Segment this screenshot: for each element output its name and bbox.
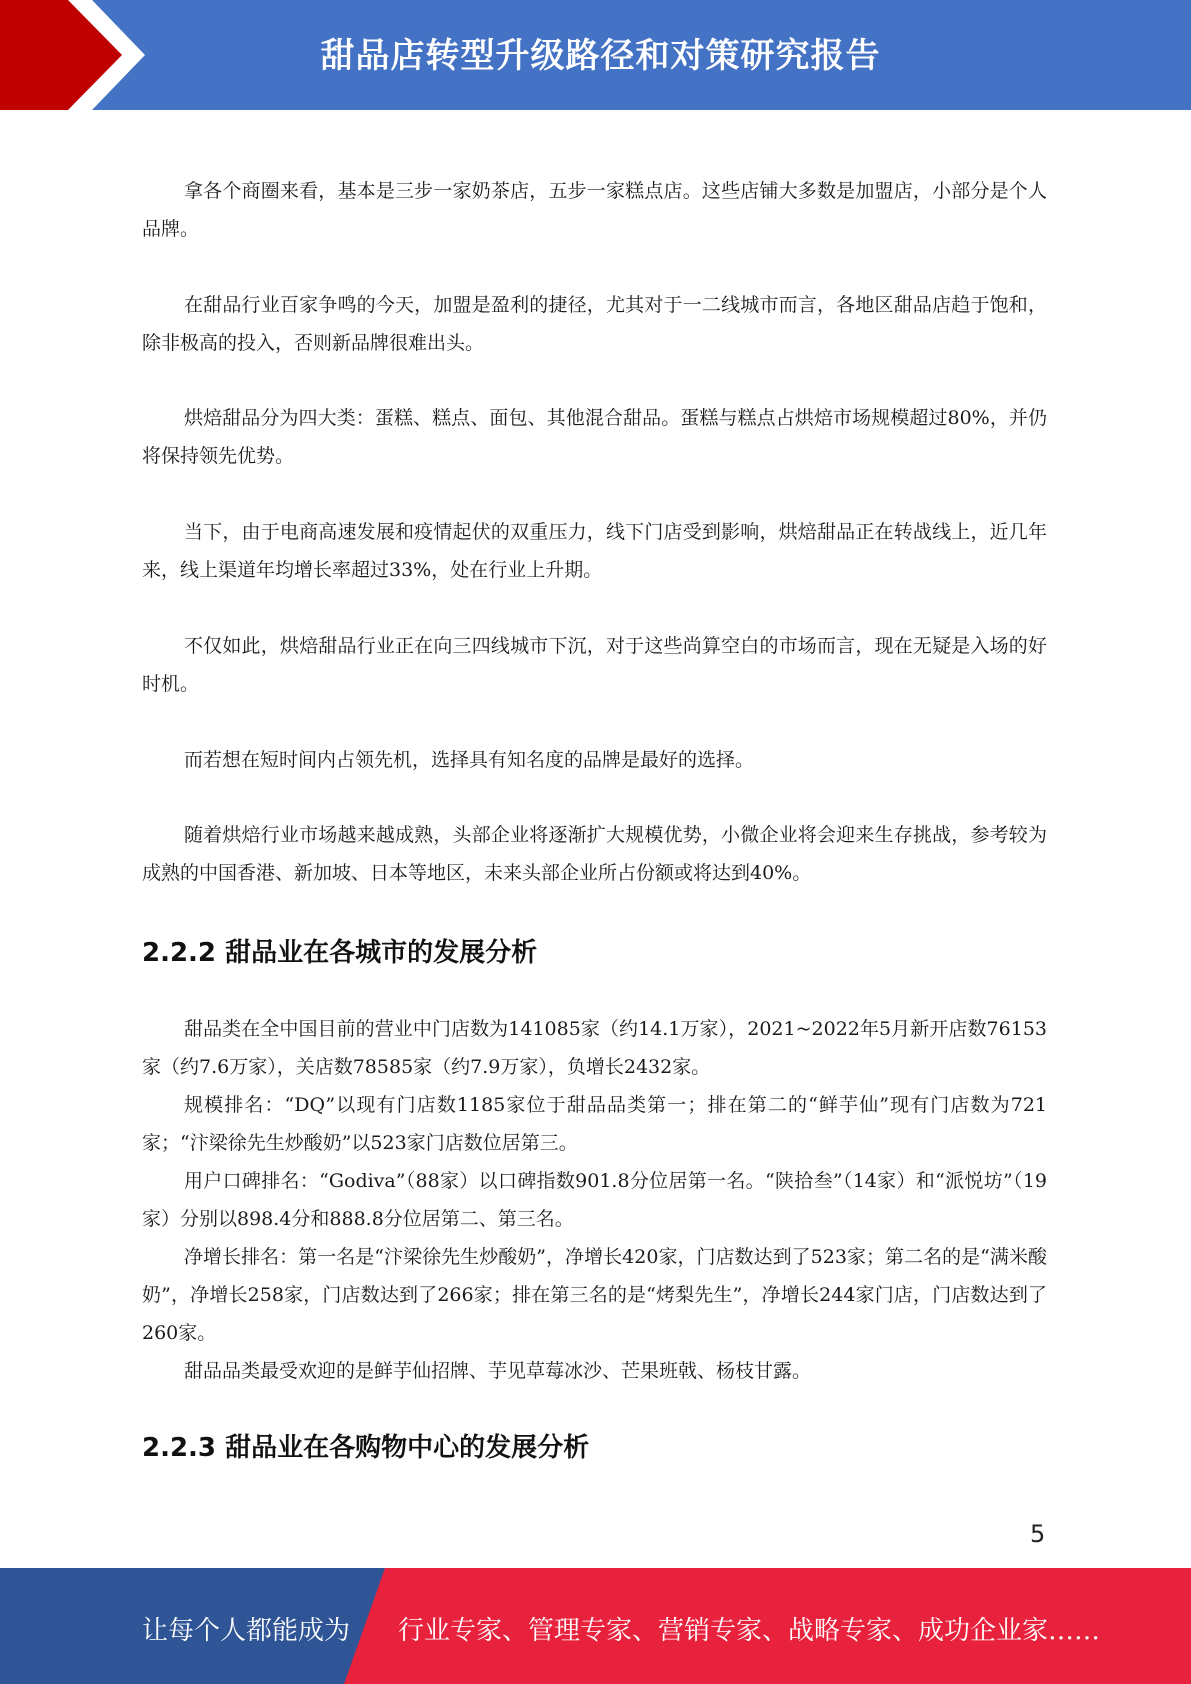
page-header (0, 0, 1191, 110)
paragraph: 随着烘焙行业市场越来越成熟，头部企业将逐渐扩大规模优势，小微企业将会迎来生存挑战，参考较为成熟的中国香港、新加坡、日本等地区，未来头部企业所占份额或将达到40%。 (142, 824, 1047, 884)
paragraph: 净增长排名：第一名是“汴梁徐先生炒酸奶”，净增长420家，门店数达到了523家；第二名的是“满米酸奶”，净增长258家，门店数达到了266家；排在第三名的是“烤梨先生”，净增长244家门店，门店数达到了260家。 (142, 1246, 1047, 1344)
paragraph: 用户口碑排名：“Godiva”（88家）以口碑指数901.8分位居第一名。“陕拾叁”（14家）和“派悦坊”（19家）分别以898.4分和888.8分位居第二、第三名。 (142, 1170, 1047, 1230)
paragraph: 甜品品类最受欢迎的是鲜芋仙招牌、芋见草莓冰沙、芒果班戟、杨枝甘露。 (184, 1360, 812, 1382)
section-heading-2-2-3: 2.2.3 甜品业在各购物中心的发展分析 (142, 1433, 590, 1463)
section-heading-2-2-2: 2.2.2 甜品业在各城市的发展分析 (142, 938, 538, 968)
paragraph: 当下，由于电商高速发展和疫情起伏的双重压力，线下门店受到影响，烘焙甜品正在转战线上，近几年来，线上渠道年均增长率超过33%，处在行业上升期。 (142, 521, 1047, 581)
paragraph: 烘焙甜品分为四大类：蛋糕、糕点、面包、其他混合甜品。蛋糕与糕点占烘焙市场规模超过80%，并仍将保持领先优势。 (142, 407, 1047, 467)
page-number: 5 (1030, 1520, 1046, 1548)
footer-slogan-left: 让每个人都能成为 (142, 1616, 351, 1646)
paragraph: 甜品类在全中国目前的营业中门店数为141085家（约14.1万家），2021~2022年5月新开店数76153家（约7.6万家），关店数78585家（约7.9万家），负增长2432家。 (142, 1018, 1047, 1078)
document-title: 甜品店转型升级路径和对策研究报告 (320, 36, 881, 76)
paragraph: 在甜品行业百家争鸣的今天，加盟是盈利的捷径，尤其对于一二线城市而言，各地区甜品店趋于饱和，除非极高的投入，否则新品牌很难出头。 (142, 294, 1047, 354)
paragraph: 规模排名：“DQ”以现有门店数1185家位于甜品品类第一；排在第二的“鲜芋仙”现有门店数为721家；“汴梁徐先生炒酸奶”以523家门店数位居第三。 (142, 1094, 1047, 1154)
paragraph: 而若想在短时间内占领先机，选择具有知名度的品牌是最好的选择。 (184, 749, 755, 771)
page-footer (0, 1568, 1191, 1684)
footer-slogan-right: 行业专家、管理专家、营销专家、战略专家、成功企业家…… (398, 1616, 1101, 1646)
paragraph: 拿各个商圈来看，基本是三步一家奶茶店，五步一家糕点店。这些店铺大多数是加盟店，小部分是个人品牌。 (142, 180, 1047, 240)
paragraph: 不仅如此，烘焙甜品行业正在向三四线城市下沉，对于这些尚算空白的市场而言，现在无疑是入场的好时机。 (142, 635, 1047, 695)
